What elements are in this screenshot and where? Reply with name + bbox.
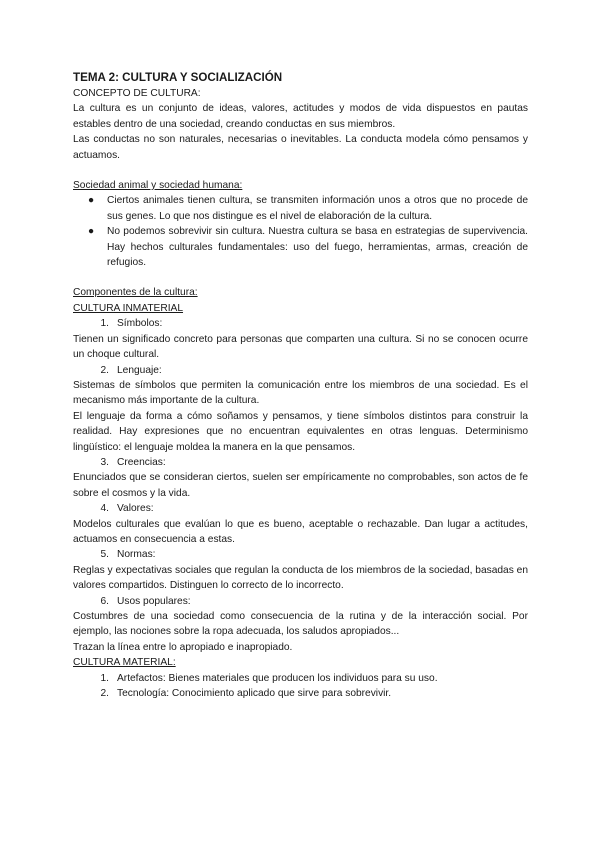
list-item — [88, 224, 528, 270]
sociedad-heading: Sociedad animal y sociedad humana: — [73, 180, 243, 192]
item-label: Normas: — [117, 549, 156, 561]
item-description: Enunciados que se consideran ciertos, suelen ser empíricamente no comprobables, son actos de fe sobre el cosmos y la vida. — [73, 472, 528, 499]
concepto-heading: CONCEPTO DE CULTURA: — [73, 88, 201, 99]
item-text: Artefactos: Bienes materiales que producen los individuos para su uso. — [117, 672, 438, 684]
item-number: 2. — [100, 364, 109, 376]
item-description: El lenguaje da forma a cómo soñamos y pensamos, y tiene símbolos distintos para construir la realidad. Hay expresiones que no encuentran equivalentes en otras lenguas. Determinismo lingüístico: el lenguaje moldea la manera en la que pensamos. — [73, 410, 528, 453]
componentes-heading: Componentes de la cultura: — [73, 287, 198, 299]
item-number: 2. — [100, 688, 109, 700]
item-number: 4. — [100, 503, 109, 515]
item-number: 3. — [100, 456, 109, 468]
sociedad-bullet-list — [73, 193, 528, 270]
bullet-text: Ciertos animales tienen cultura, se transmiten información unos a otros que no procede de sus genes. Lo que nos distingue es el nivel de elaboración de la cultura. — [107, 195, 528, 222]
concepto-paragraph-2: Las conductas no son naturales, necesarias o inevitables. La conducta modela cómo pensamos y actuamos. — [73, 134, 528, 161]
item-label: Símbolos: — [117, 318, 163, 330]
item-description: Trazan la línea entre lo apropiado e inapropiado. — [73, 641, 293, 653]
material-heading: CULTURA MATERIAL: — [73, 657, 176, 669]
document-page — [73, 70, 528, 701]
item-description: Reglas y expectativas sociales que regulan la conducta de los miembros de la sociedad, basadas en valores compartidos. Distinguen lo correcto de lo incorrecto. — [73, 564, 528, 592]
bullet-icon: ● — [88, 195, 95, 207]
item-number: 6. — [100, 595, 109, 607]
item-number: 1. — [100, 672, 109, 684]
item-label: Valores: — [117, 503, 154, 515]
numbered-item-label — [73, 594, 528, 609]
bullet-text: No podemos sobrevivir sin cultura. Nuestra cultura se basa en estrategias de supervivencia. Hay hechos culturales fundamentales: uso del fuego, herramientas, armas, creación de refugios. — [107, 226, 528, 269]
item-number: 5. — [100, 549, 109, 561]
numbered-item-label — [73, 547, 528, 562]
item-description: Modelos culturales que evalúan lo que es bueno, aceptable o rechazable. Dan lugar a actitudes, actuamos en consecuencia a estas. — [73, 518, 528, 545]
item-text: Tecnología: Conocimiento aplicado que sirve para sobrevivir. — [117, 688, 392, 700]
numbered-item-label — [73, 363, 528, 378]
bullet-icon: ● — [88, 226, 95, 238]
numbered-item — [73, 686, 528, 701]
numbered-item-label — [73, 316, 528, 331]
item-label: Creencias: — [117, 456, 166, 468]
numbered-item — [73, 671, 528, 686]
numbered-item-label — [73, 455, 528, 470]
numbered-item-label — [73, 501, 528, 516]
item-description: Costumbres de una sociedad como consecuencia de la rutina y de la interacción social. Por ejemplo, las nociones sobre la ropa adecuada, los saludos apropiados... — [73, 611, 528, 638]
item-label: Lenguaje: — [117, 364, 162, 376]
document-title: TEMA 2: CULTURA Y SOCIALIZACIÓN — [73, 71, 283, 84]
list-item — [88, 193, 528, 224]
inmaterial-heading: CULTURA INMATERIAL — [73, 302, 184, 314]
item-number: 1. — [100, 318, 109, 330]
item-description: Sistemas de símbolos que permiten la comunicación entre los miembros de una sociedad. Es el mecanismo más importante de la cultura. — [73, 379, 528, 407]
item-description: Tienen un significado concreto para personas que comparten una cultura. Si no se conocen ocurre un choque cultural. — [73, 333, 528, 361]
concepto-paragraph-1: La cultura es un conjunto de ideas, valores, actitudes y modos de vida dispuestos en pautas estables dentro de una sociedad, creando conductas en sus miembros. — [73, 103, 528, 130]
item-label: Usos populares: — [117, 595, 191, 607]
